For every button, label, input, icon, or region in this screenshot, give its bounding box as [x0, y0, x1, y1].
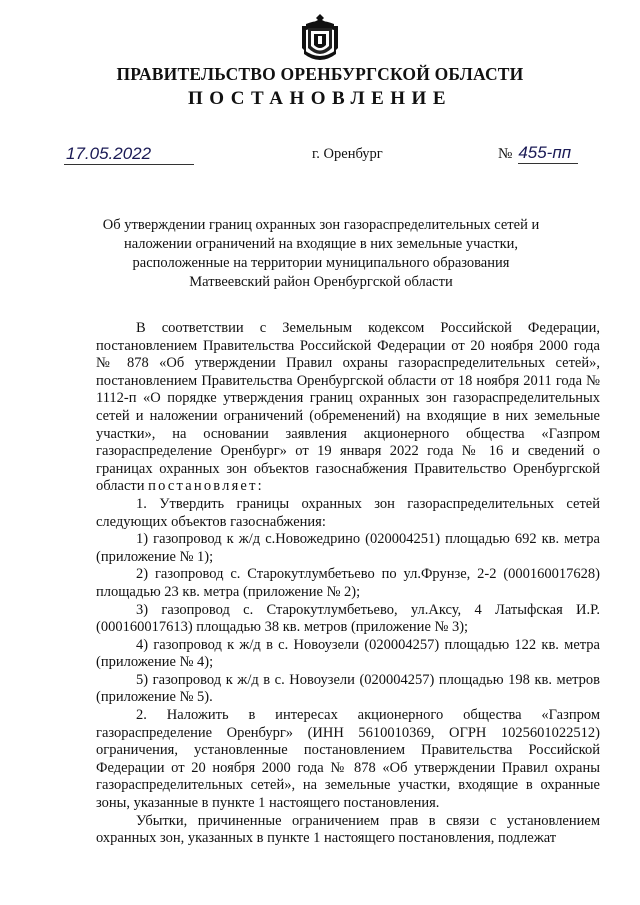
- preamble-text: В соответствии с Земельным кодексом Российской Федерации, постановлением Правительства Российской Федерации от 20 ноября 2000 года № 878 «Об утверждении Правил охраны газораспределительных сетей», постановлением Правительства Оренбургской области от 18 ноября 2011 года № 1112-п «О порядке утверждения границ охранных зон газораспределительных сетей и наложении ограничений (обременений) на входящие в них земельные участки», на основании заявления акционерного общества «Газпром газораспределение Оренбург» от 19 января 2022 года № 16 и сведений о границах охранных зон объектов газоснабжения Правительство Оренбургской области: [96, 320, 600, 495]
- document-subject: [96, 216, 546, 292]
- document-body: [96, 320, 600, 848]
- clause-1-item: 4) газопровод к ж/д в с. Новоузели (020004257) площадью 122 кв. метра (приложение № 4);: [96, 636, 600, 671]
- clause-1: 1. Утвердить границы охранных зон газораспределительных сетей следующих объектов газоснабжения:: [96, 495, 600, 530]
- clause-1-item: 1) газопровод к ж/д с.Новожедрино (020004251) площадью 692 кв. метра (приложение № 1);: [96, 531, 600, 565]
- subject-line: наложении ограничений на входящие в них земельные участки,: [123, 236, 519, 252]
- clause-1-item: 3) газопровод с. Старокутлумбетьево, ул.Аксу, 4 Латыфская И.Р. (000160017613) площадью 38 кв. метров (приложение № 3);: [96, 601, 600, 636]
- clause-2-continuation: Убытки, причиненные ограничением прав в связи с установлением охранных зон, указанных в пункте 1 настоящего постановления, подлежат: [96, 812, 600, 847]
- decree-word: постановляет:: [148, 478, 264, 495]
- document-number: 455-пп: [518, 143, 578, 164]
- clause-1-item: 5) газопровод к ж/д в с. Новоузели (020004257) площадью 198 кв. метров (приложение № 5).: [96, 671, 600, 706]
- document-type-title: ПОСТАНОВЛЕНИЕ: [187, 88, 453, 109]
- clause-2: 2. Наложить в интересах акционерного общества «Газпром газораспределение Оренбург» (ИНН 5610010369, ОГРН 1025601022512) ограничения, установленные постановлением Правительства Российской Федерации от 20 ноября 2000 года № 878 «Об утверждении Правил охраны газораспределительных сетей», на земельные участки, входящие в охранные зоны, указанные в пункте 1 настоящего постановления.: [96, 707, 600, 812]
- subject-line: Об утверждении границ охранных зон газораспределительных сетей и: [102, 217, 540, 233]
- government-name: ПРАВИТЕЛЬСТВО ОРЕНБУРГСКОЙ ОБЛАСТИ: [116, 64, 524, 84]
- document-date: 17.05.2022: [64, 144, 194, 165]
- preamble-paragraph: [96, 320, 600, 496]
- coat-of-arms-emblem: [300, 12, 340, 64]
- clause-1-item: 2) газопровод с. Старокутлумбетьево по ул.Фрунзе, 2-2 (000160017628) площадью 23 кв. метра (приложение № 2);: [96, 566, 600, 600]
- subject-line: расположенные на территории муниципального образования: [132, 255, 510, 271]
- document-number-block: [498, 143, 578, 164]
- number-label: №: [498, 146, 513, 162]
- subject-line: Матвеевский район Оренбургской области: [189, 274, 453, 290]
- document-city: г. Оренбург: [312, 146, 383, 162]
